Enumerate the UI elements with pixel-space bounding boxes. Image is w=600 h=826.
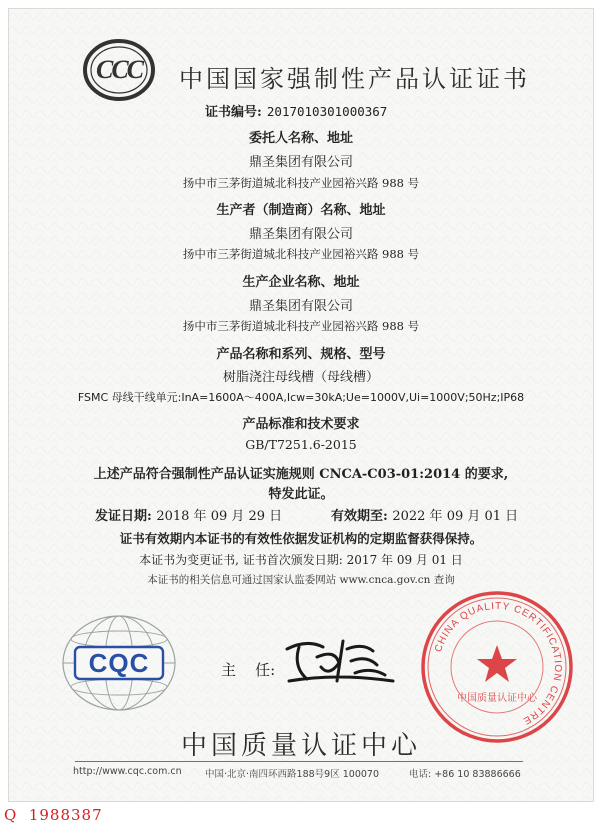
expiry-date-value: 2022 年 09 月 01 日 [392,509,519,524]
issue-date-value: 2018 年 09 月 29 日 [156,509,283,524]
applicant-name: 鼎圣集团有限公司 [248,155,353,170]
cert-number-row [205,101,387,120]
issue-date-label: 发证日期: [95,509,152,524]
conformity-line-1: 上述产品符合强制性产品认证实施规则 CNCA-C03-01:2014 的要求, [93,467,509,482]
product-name: 树脂浇注母线槽（母线槽） [222,370,379,385]
official-seal [419,589,575,745]
director-label: 主 任: [221,661,276,679]
certificate-title: 中国国家强制性产品认证证书 [179,65,530,93]
issue-date-row [95,505,282,524]
footer-address: 中国·北京·南四环西路188号9区 100070 [205,769,380,780]
expiry-date-row [331,505,518,524]
query-note: 本证书的相关信息可通过国家认监委网站 www.cnca.gov.cn 查询 [147,574,455,586]
standard-heading: 产品标准和技术要求 [242,417,360,432]
ccc-logo-text: CCC [95,55,143,84]
change-note: 本证书为变更证书, 证书首次颁发日期: 2017 年 09 月 01 日 [139,553,463,567]
director-signature [277,627,397,689]
factory-heading: 生产企业名称、地址 [242,275,360,290]
cqc-logo [61,613,177,713]
standard-value: GB/T7251.6-2015 [245,437,357,452]
manufacturer-name: 鼎圣集团有限公司 [248,227,353,242]
product-spec: FSMC 母线干线单元:InA=1600A～400A,Icw=30kA;Ue=1000V,Ui=1000V;50Hz;IP68 [77,391,525,404]
certificate-serial-code: Q 1988387 [4,806,103,824]
cert-number-label: 证书编号: [205,105,262,120]
manufacturer-address: 扬中市三茅街道城北科技产业园裕兴路 988 号 [182,247,420,261]
factory-address: 扬中市三茅街道城北科技产业园裕兴路 988 号 [182,319,420,333]
expiry-date-label: 有效期至: [331,509,388,524]
seal-star-icon [419,589,575,745]
footer-website: http://www.cqc.com.cn [73,766,182,777]
validity-note: 证书有效期内本证书的有效性依据发证机构的定期监督获得保持。 [119,531,483,546]
footer-phone: 电话: +86 10 83886666 [409,769,521,780]
manufacturer-heading: 生产者（制造商）名称、地址 [216,203,386,218]
seal-inner-text: 中国质量认证中心 [457,693,537,704]
product-heading: 产品名称和系列、规格、型号 [216,347,386,362]
footer-rule [75,761,523,762]
certificate [8,8,594,802]
cqc-logo-text: CQC [88,648,150,678]
cert-number-value: 2017010301000367 [266,104,388,119]
factory-name: 鼎圣集团有限公司 [248,299,353,314]
issuer-name: 中国质量认证中心 [180,731,421,761]
applicant-heading: 委托人名称、地址 [248,131,353,146]
seal-outer-text: CHINA QUALITY CERTIFICATION CENTRE [433,600,564,727]
conformity-line-2: 特发此证。 [268,487,334,502]
applicant-address: 扬中市三茅街道城北科技产业园裕兴路 988 号 [182,176,420,190]
ccc-logo [83,39,155,101]
